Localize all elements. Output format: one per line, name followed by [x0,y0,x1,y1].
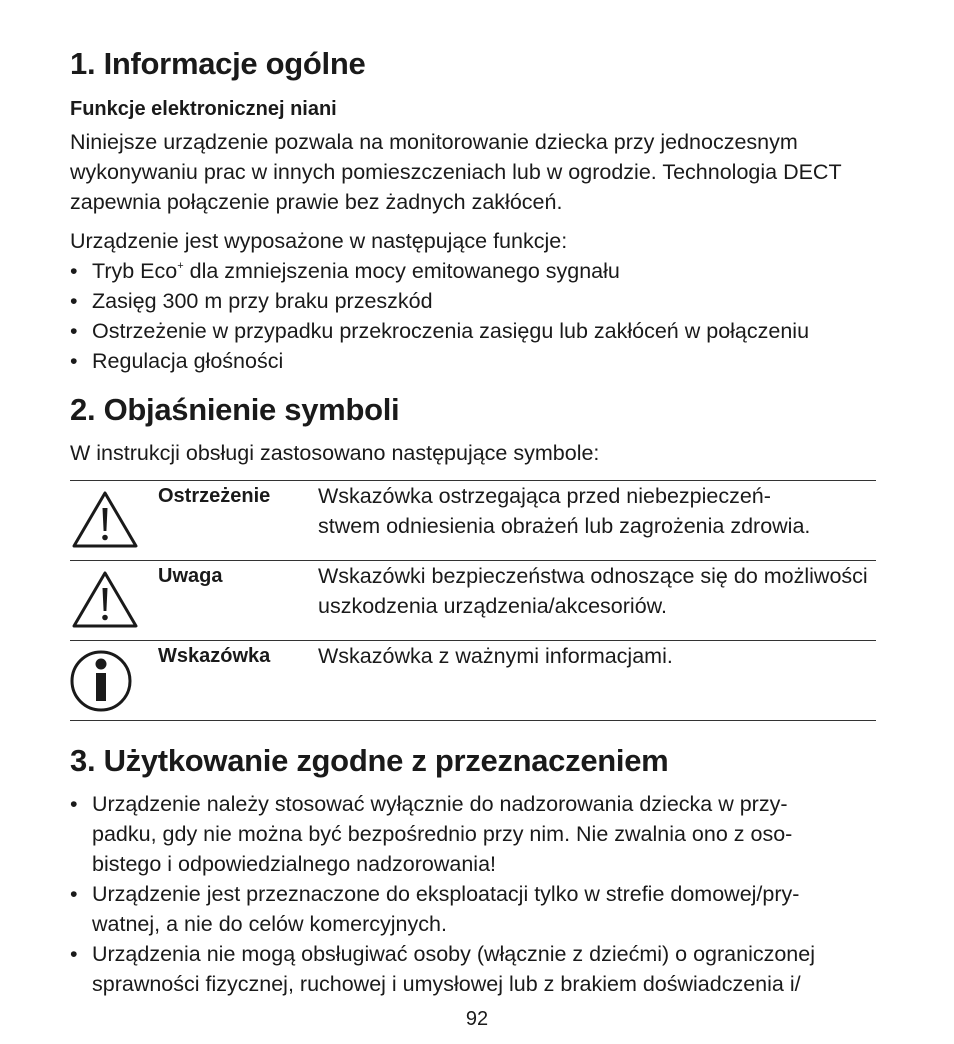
symbol-term: Wskazówka [158,645,271,667]
usage-item: • Urządzenie jest przeznaczone do eksploatacji tylko w strefie domowej/pry- watnej, a nie do celów komercyjnych. [70,879,882,939]
section-2-heading: 2. Objaśnienie symboli [70,392,400,427]
table-row [70,561,876,641]
feature-item: • Ostrzeżenie w przypadku przekroczenia zasięgu lub zakłóceń w połączeniu [70,316,882,346]
table-row [70,481,876,561]
section-1-subheading: Funkcje elektronicznej niani [70,98,337,120]
usage-list [70,789,882,999]
section-1-heading: 1. Informacje ogólne [70,46,366,81]
table-row [70,641,876,721]
info-circle-icon [70,641,140,720]
page-number: 92 [465,1008,489,1030]
feature-item: • Zasięg 300 m przy braku przeszkód [70,286,882,316]
section-3-heading: 3. Użytkowanie zgodne z przeznaczeniem [70,743,669,778]
symbol-description: Wskazówka ostrzegająca przed niebezpieczeń- stwem odniesienia obrażeń lub zagrożenia zdrowia. [318,484,811,538]
symbol-description: Wskazówki bezpieczeństwa odnoszące się do możliwości uszkodzenia urządzenia/akcesoriów. [318,564,868,618]
warning-triangle-icon [70,561,140,640]
features-intro: Urządzenie jest wyposażone w następujące funkcje: [70,229,568,253]
usage-item: • Urządzenie należy stosować wyłącznie do nadzorowania dziecka w przy- padku, gdy nie można być bezpośrednio przy nim. Nie zwalnia ono z oso- bistego i odpowiedzialnego nadzorowania! [70,789,882,879]
symbol-term: Uwaga [158,565,223,587]
symbol-term: Ostrzeżenie [158,485,271,507]
document-page [70,40,882,999]
section-1-intro-paragraph: Niniejsze urządzenie pozwala na monitorowanie dziecka przy jednoczesnym wykonywaniu prac w innych pomieszczeniach lub w ogrodzie. Technologia DECT zapewnia połączenie prawie bez żadnych zakłóceń. [70,130,842,214]
features-list [70,256,882,376]
usage-item: • Urządzenia nie mogą obsługiwać osoby (włącznie z dziećmi) o ograniczonej sprawności fizycznej, ruchowej i umysłowej lub z brakiem doświadczenia i/ [70,939,882,999]
feature-item: • Tryb Eco+ dla zmniejszenia mocy emitowanego sygnału [70,256,882,286]
section-2-intro: W instrukcji obsługi zastosowano następujące symbole: [70,441,600,465]
feature-item: • Regulacja głośności [70,346,882,376]
symbols-table [70,480,876,721]
symbol-description: Wskazówka z ważnymi informacjami. [318,644,673,668]
warning-triangle-icon [70,481,140,560]
